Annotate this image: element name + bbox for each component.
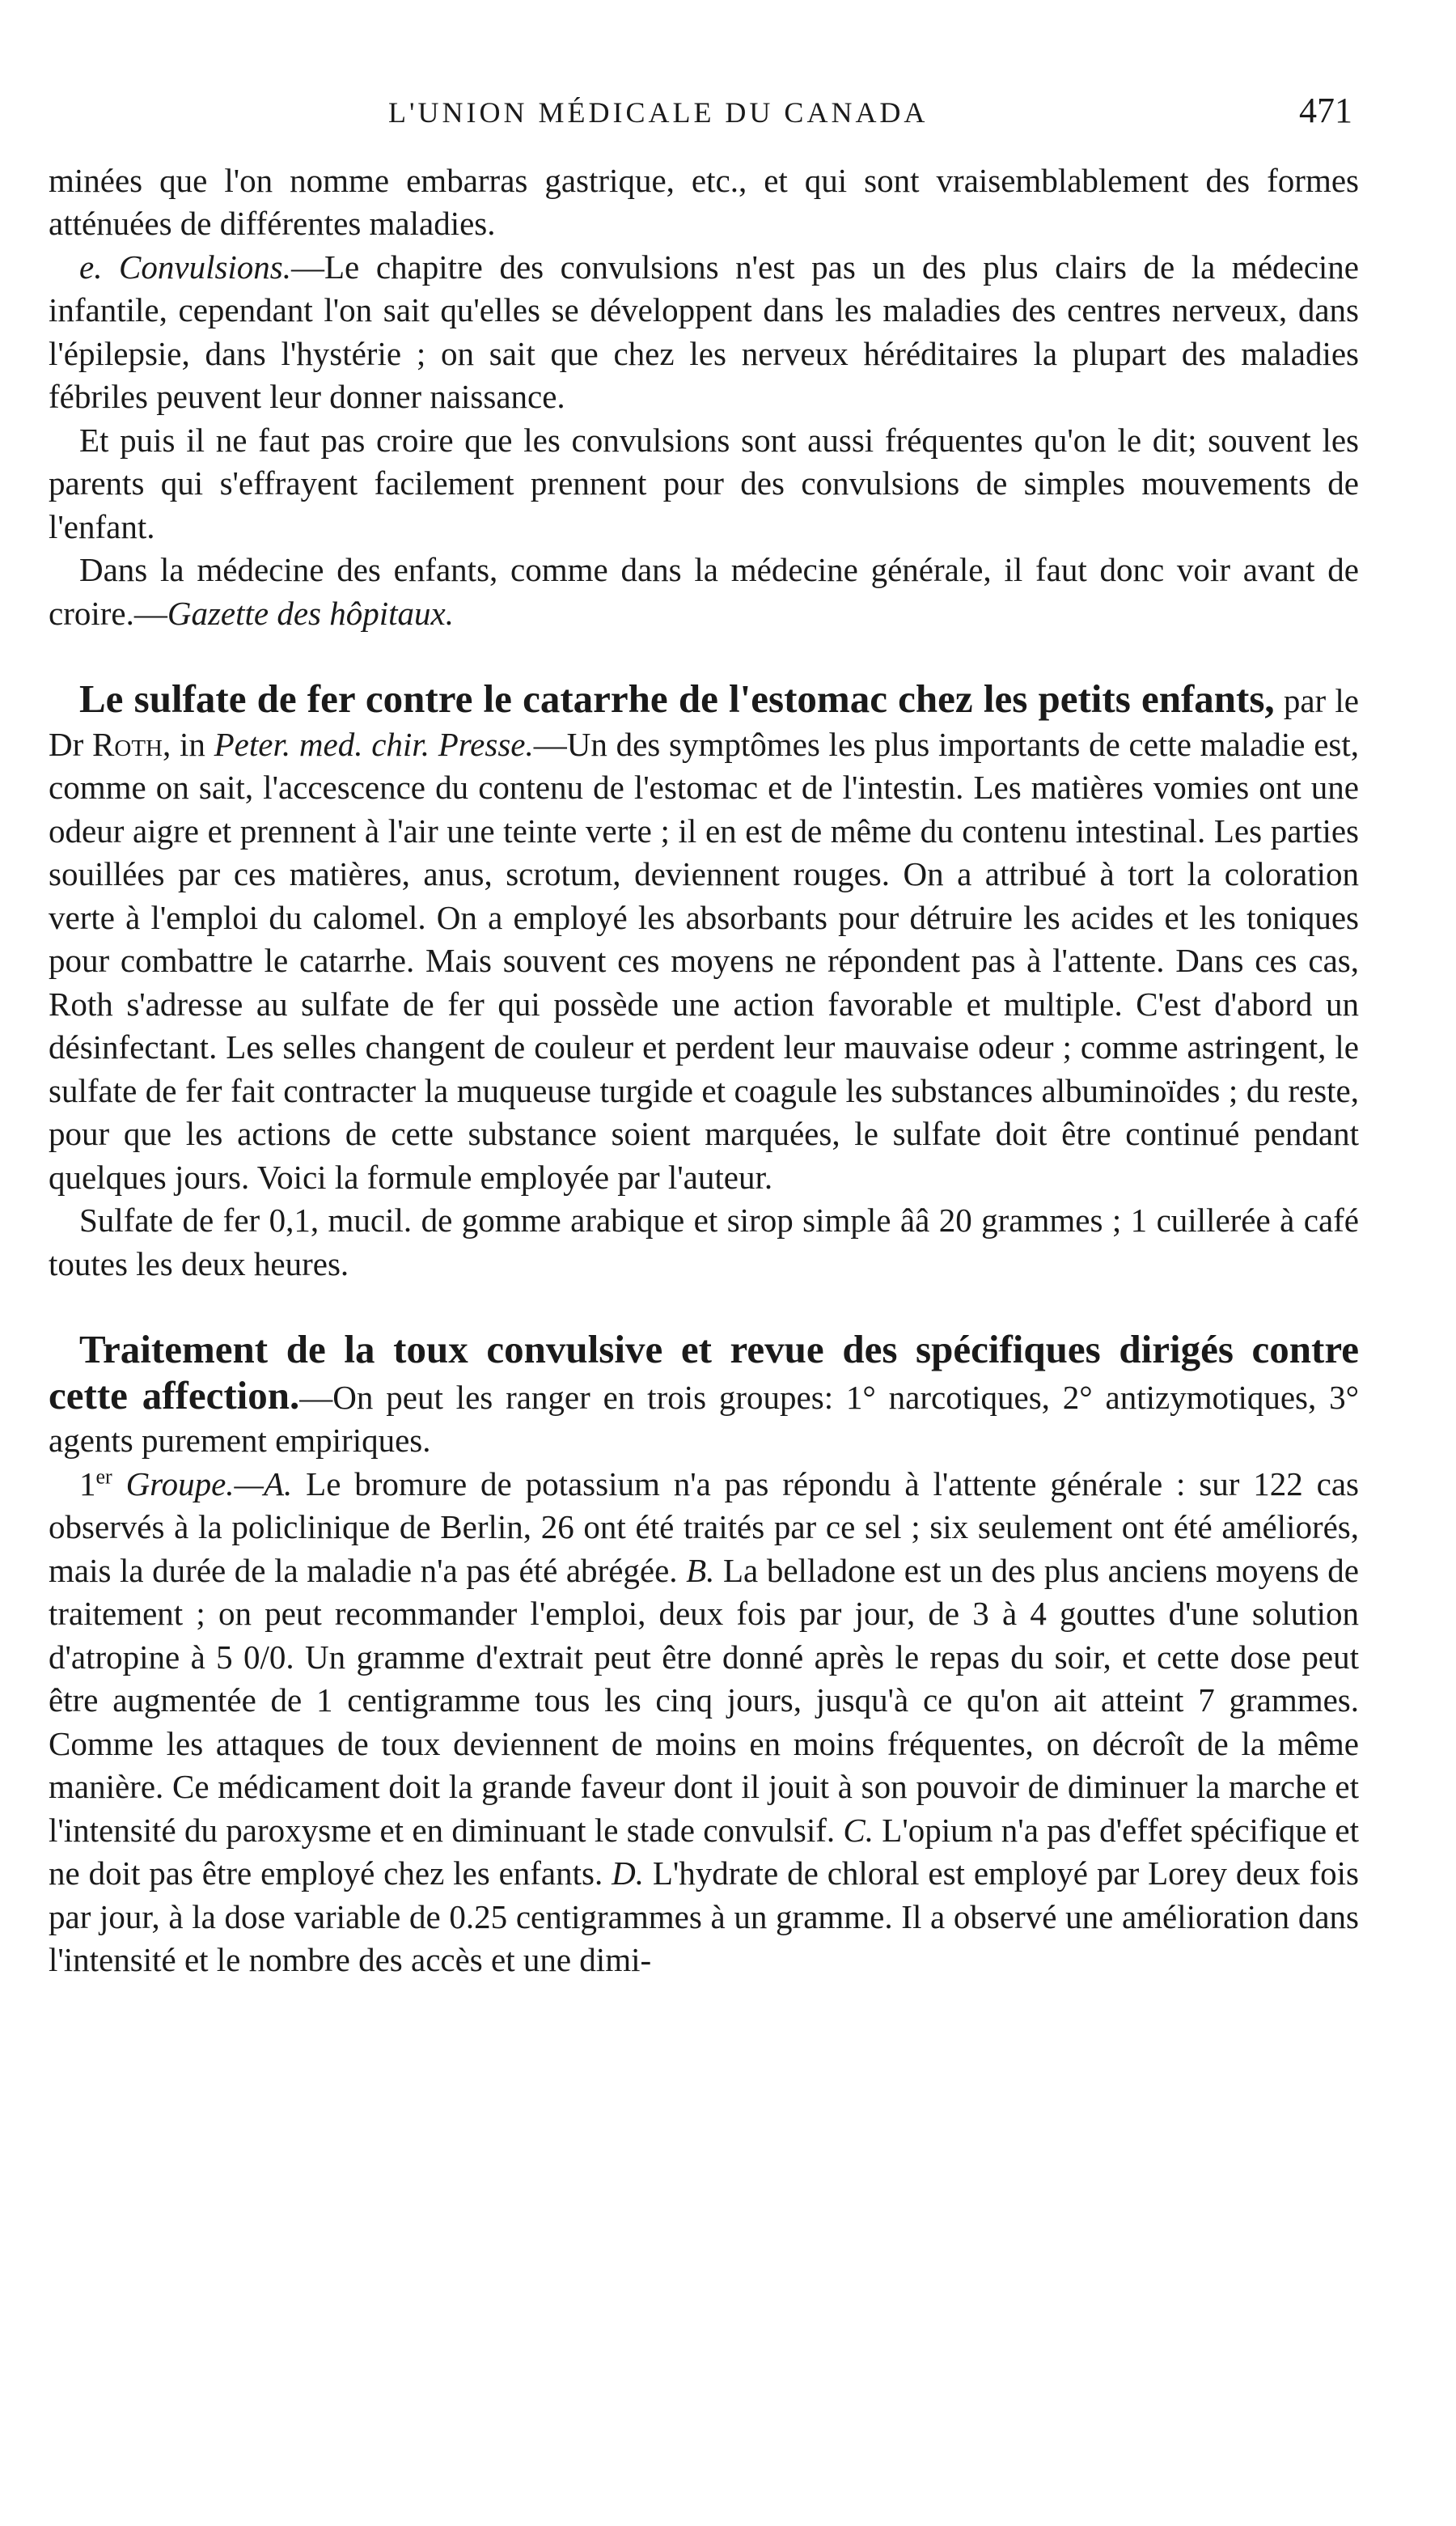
paragraph-text: Sulfate de fer 0,1, mucil. de gomme arabique et sirop simple ââ 20 grammes ; 1 cuillerée à café toutes les deux heures.: [49, 1202, 1359, 1282]
paragraph-text: L'hydrate de chloral est employé par Lorey deux fois par jour, à la dose variable de 0.25 centigrammes à un gramme. Il a observé une amélioration dans l'intensité et le nombre des accès et une dimi-: [49, 1854, 1359, 1978]
paragraph-text: —Un des symptômes les plus importants de cette maladie est, comme on sait, l'accescence du contenu de l'estomac et de l'intestin. Les matières vomies ont une odeur aigre et prennent à l'air une teinte verte ; il en est de même du contenu intestinal. Les parties souillées par ces matières, anus, scrotum, deviennent rouges. On a attribué à tort la coloration verte à l'emploi du calomel. On a employé les absorbants pour détruire les acides et les toniques pour combattre le catarrhe. Mais souvent ces moyens ne répondent pas à l'attente. Dans ces cas, Roth s'adresse au sulfate de fer qui possède une action favorable et multiple. C'est d'abord un désinfectant. Les selles changent de couleur et perdent leur mauvaise odeur ; comme astringent, le sulfate de fer fait contracter la muqueuse turgide et coagule les substances albuminoïdes ; du reste, pour que les actions de cette substance soient marquées, le sulfate doit être continué pendant quelques jours. Voici la formule employée par l'auteur.: [49, 725, 1359, 1196]
item-label-b: B.: [686, 1551, 715, 1589]
group-number: 1: [79, 1464, 96, 1502]
paragraph-continuation: [49, 159, 1359, 246]
paragraph-frequency: [49, 419, 1359, 549]
item-label-d: D.: [612, 1854, 644, 1892]
convulsions-label: e. Convulsions.: [79, 248, 292, 286]
article-heading: Traitement de la toux convulsive et revue des spécifiques dirigés contre cette affection.: [49, 1327, 1359, 1418]
paragraph-formula: [49, 1199, 1359, 1286]
paragraph-text: La belladone est un des plus anciens moyens de traitement ; on peut recommander l'emploi, deux fois par jour, de 3 à 4 gouttes d'une solution d'atropine à 5 0/0. Un gramme d'extrait peut être donné après le repas du soir, et cette dose peut être augmentée de 1 centigramme tous les cinq jours, jusqu'à ce qu'on ait atteint 7 grammes. Comme les attaques de toux deviennent de moins en moins fréquentes, on décroît de la même manière. Ce médicament doit la grande faveur dont il jouit à son pouvoir de diminuer la marche et l'intensité du paroxysme et en diminuant le stade convulsif.: [49, 1551, 1359, 1849]
article-heading: Le sulfate de fer contre le catarrhe de l'estomac chez les petits enfants,: [79, 676, 1275, 721]
item-label-c: C.: [843, 1811, 874, 1849]
paragraph-text: minées que l'on nomme embarras gastrique, etc., et qui sont vraisemblablement des formes atténuées de différentes maladies.: [49, 161, 1359, 242]
paragraph-text: L'opium n'a pas d'effet spécifique et ne doit pas être employé chez les enfants.: [49, 1811, 1360, 1892]
paragraph-text: Dans la médecine des enfants, comme dans la médecine générale, il faut donc voir avant de croire.—: [49, 551, 1359, 632]
source-citation: Gazette des hôpitaux.: [167, 594, 454, 632]
paragraph-text: Le bromure de potassium n'a pas répondu à l'attente générale : sur 122 cas observés à la policlinique de Berlin, 26 ont été traités par ce sel ; six seulement ont été améliorés, mais la durée de la maladie n'a pas été abrégée.: [49, 1464, 1359, 1589]
paragraph-conclusion: [49, 549, 1359, 635]
group-superscript: er: [95, 1464, 112, 1488]
document-page: [49, 89, 1359, 1982]
journal-name: Peter. med. chir. Presse.: [214, 725, 534, 763]
section-gap: [49, 635, 1359, 677]
author-name: Roth: [92, 725, 163, 763]
paragraph-convulsions: [49, 246, 1359, 419]
paragraph-text: —Le chapitre des convulsions n'est pas un des plus clairs de la médecine infantile, cependant l'on sait qu'elles se développent dans les maladies des centres nerveux, dans l'épilepsie, dans l'hystérie ; on sait que chez les nerveux héréditaires la plupart des maladies fébriles peuvent leur donner naissance.: [49, 248, 1359, 415]
article-toux-convulsive: [49, 1328, 1359, 1463]
paragraph-text: —On peut les ranger en trois groupes: 1° narcotiques, 2° antizymotiques, 3° agents purement empiriques.: [49, 1378, 1359, 1459]
group-label: Groupe.—A.: [112, 1464, 293, 1502]
paragraph-text: Et puis il ne faut pas croire que les convulsions sont aussi fréquentes qu'on le dit; souvent les parents qui s'effrayent facilement prennent pour des convulsions de simples mouvements de l'enfant.: [49, 421, 1359, 545]
running-header: [49, 89, 1359, 135]
byline-text: , in: [162, 725, 214, 763]
page-number: 471: [1299, 91, 1352, 130]
running-title: L'UNION MÉDICALE DU CANADA: [388, 96, 929, 129]
paragraph-groupe-1: [49, 1463, 1359, 1982]
article-sulfate-de-fer: [49, 677, 1359, 1199]
byline-text: par le Dr: [49, 682, 1359, 763]
section-gap: [49, 1286, 1359, 1328]
